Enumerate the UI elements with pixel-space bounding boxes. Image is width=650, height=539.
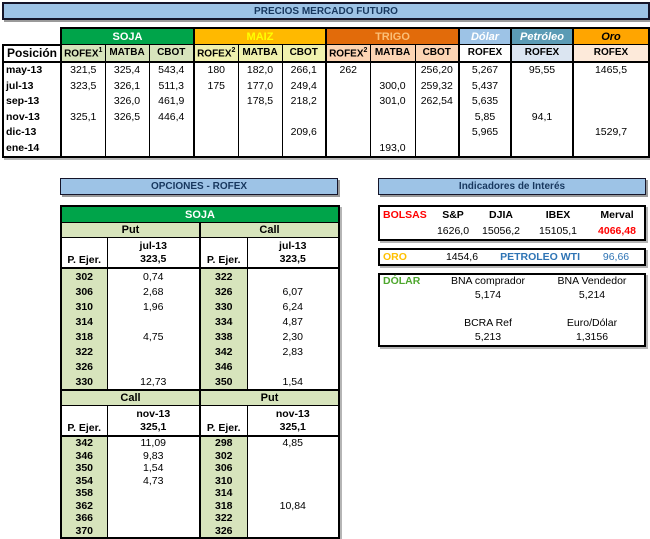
bolsas-header-ibex: IBEX (545, 209, 571, 221)
strike-cell[interactable]: 326 (62, 359, 107, 374)
premium-cell[interactable]: 6,24 (247, 299, 338, 314)
futures-cell[interactable] (415, 109, 459, 125)
option-month: nov-13 (136, 407, 171, 420)
futures-cell[interactable]: 1529,7 (573, 125, 649, 141)
spacer (380, 303, 436, 317)
options-commodity-header-row (62, 207, 338, 223)
futures-cell[interactable] (61, 94, 105, 110)
oro-value[interactable]: 1454,6 (445, 251, 479, 263)
futures-cell[interactable] (105, 125, 149, 141)
premium-cell[interactable]: 2,68 (107, 284, 200, 299)
futures-cell[interactable]: 95,55 (511, 62, 573, 79)
futures-row (3, 94, 649, 110)
futures-cell[interactable] (370, 125, 415, 141)
bcra-ref-value[interactable]: 5,213 (474, 331, 502, 343)
futures-cell[interactable]: 5,437 (459, 78, 511, 94)
row-label: may-13 (3, 62, 61, 79)
bolsas-value-djia[interactable]: 15056,2 (482, 225, 520, 237)
futures-cell[interactable] (573, 109, 649, 125)
premium-cell[interactable] (247, 525, 338, 538)
strike-cell[interactable]: 330 (200, 299, 247, 314)
bolsas-header-sp: S&P (442, 209, 464, 221)
subheader-maiz-cbot (282, 45, 326, 62)
strike-cell[interactable]: 342 (200, 344, 247, 359)
option-month: jul-13 (279, 239, 307, 252)
futures-cell[interactable]: 266,1 (282, 62, 326, 79)
premium-cell[interactable]: 4,87 (247, 314, 338, 329)
futures-cell[interactable] (238, 140, 282, 157)
futures-cell[interactable]: 300,0 (370, 78, 415, 94)
subheader-label: ROFEX (64, 47, 99, 59)
option-row (62, 344, 338, 359)
options-title: OPCIONES - ROFEX (150, 181, 248, 192)
bna-vendedor-value[interactable]: 5,214 (578, 289, 606, 301)
option-month: jul-13 (139, 239, 167, 252)
bolsas-header-merval: Merval (600, 209, 634, 221)
strike-cell[interactable]: 350 (200, 374, 247, 390)
indicators-title: Indicadores de Interés (458, 181, 566, 192)
row-label: ene-14 (3, 140, 61, 157)
futures-cell[interactable] (194, 125, 238, 141)
futures-cell[interactable]: 262,54 (415, 94, 459, 110)
spacer (380, 331, 436, 345)
premium-cell[interactable] (247, 450, 338, 463)
bolsas-value-merval[interactable]: 4066,48 (598, 225, 636, 237)
euro-dolar-label: Euro/Dólar (566, 317, 618, 329)
premium-cell[interactable] (107, 512, 200, 525)
premium-cell[interactable] (107, 344, 200, 359)
group-header-soja: SOJA (61, 28, 194, 45)
premium-cell[interactable]: 9,83 (107, 450, 200, 463)
strike-cell[interactable]: 326 (200, 525, 247, 538)
bna-comprador-value[interactable]: 5,174 (474, 289, 502, 301)
subheader-label: ROFEX (329, 47, 364, 59)
bna-vendedor-label: BNA Vendedor (557, 275, 627, 287)
premium-cell[interactable] (247, 475, 338, 488)
subheader-label: MATBA (109, 47, 145, 59)
futures-cell[interactable] (415, 125, 459, 141)
strike-cell[interactable]: 346 (200, 359, 247, 374)
spacer (380, 289, 436, 303)
futures-cell[interactable] (149, 140, 194, 157)
strike-cell[interactable]: 330 (62, 374, 107, 390)
futures-cell[interactable]: 259,32 (415, 78, 459, 94)
futures-cell[interactable]: 5,267 (459, 62, 511, 79)
futures-cell[interactable]: 182,0 (238, 62, 282, 79)
futures-row (3, 140, 649, 157)
footnote-marker: 2 (363, 46, 368, 54)
futures-cell[interactable] (194, 94, 238, 110)
option-row (62, 500, 338, 513)
futures-cell[interactable] (370, 109, 415, 125)
option-row (62, 329, 338, 344)
option-ref-price: 323,5 (279, 252, 306, 265)
strike-price-label: P. Ejer. (62, 238, 107, 269)
strike-cell[interactable]: 334 (200, 314, 247, 329)
futures-cell[interactable] (238, 125, 282, 141)
futures-cell[interactable] (573, 78, 649, 94)
premium-cell[interactable]: 12,73 (107, 374, 200, 390)
futures-cell[interactable]: 5,635 (459, 94, 511, 110)
strike-cell[interactable]: 310 (200, 475, 247, 488)
subheader-label: ROFEX (593, 47, 629, 59)
futures-cell[interactable] (459, 140, 511, 157)
premium-cell[interactable] (107, 359, 200, 374)
subheader-trigo-matba (370, 45, 415, 62)
option-month: nov-13 (275, 407, 310, 420)
option-strike-header-row (62, 238, 338, 269)
futures-row (3, 125, 649, 141)
premium-cell[interactable]: 4,73 (107, 475, 200, 488)
futures-cell[interactable] (61, 140, 105, 157)
premium-cell[interactable]: 2,30 (247, 329, 338, 344)
row-label: jul-13 (3, 78, 61, 94)
subheader-label: MATBA (242, 47, 278, 59)
main-title: PRECIOS MERCADO FUTURO (254, 5, 398, 17)
strike-cell[interactable]: 354 (62, 475, 107, 488)
wti-value[interactable]: 96,66 (602, 251, 630, 263)
strike-cell[interactable]: 322 (200, 512, 247, 525)
premium-cell[interactable]: 1,54 (107, 462, 200, 475)
euro-dolar-value[interactable]: 1,3156 (575, 331, 609, 343)
subheader-label: CBOT (422, 47, 451, 59)
strike-cell[interactable]: 358 (62, 487, 107, 500)
spacer (436, 303, 540, 317)
futures-cell[interactable]: 511,3 (149, 78, 194, 94)
options-table (62, 207, 338, 537)
option-row (62, 487, 338, 500)
footnote-marker: 1 (98, 46, 103, 54)
subheader-trigo-rofex (326, 45, 370, 62)
futures-cell[interactable]: 94,1 (511, 109, 573, 125)
futures-cell[interactable] (282, 140, 326, 157)
strike-price-label: P. Ejer. (62, 406, 107, 437)
subheader-label: ROFEX (467, 47, 503, 59)
option-row (62, 359, 338, 374)
futures-cell[interactable]: 193,0 (370, 140, 415, 157)
subheader-maiz-matba (238, 45, 282, 62)
futures-cell[interactable] (326, 94, 370, 110)
bolsas-box (378, 205, 646, 241)
futures-cell[interactable]: 177,0 (238, 78, 282, 94)
futures-cell[interactable] (511, 125, 573, 141)
oro-box (378, 248, 646, 266)
futures-cell[interactable]: 249,4 (282, 78, 326, 94)
futures-cell[interactable]: 325,4 (105, 62, 149, 79)
futures-cell[interactable] (326, 109, 370, 125)
group-header-oro: Oro (573, 28, 649, 45)
strike-cell[interactable]: 326 (200, 284, 247, 299)
premium-cell[interactable]: 1,54 (247, 374, 338, 390)
futures-subheader-row (3, 45, 649, 62)
premium-cell[interactable]: 1,96 (107, 299, 200, 314)
option-type-right: Call (200, 223, 338, 238)
strike-cell[interactable]: 342 (62, 436, 107, 450)
option-row (62, 450, 338, 463)
group-header-maiz: MAIZ (194, 28, 326, 45)
subheader-oro-rofex (573, 45, 649, 62)
subheader-dólar-rofex (459, 45, 511, 62)
futures-cell[interactable] (511, 78, 573, 94)
strike-cell[interactable]: 318 (62, 329, 107, 344)
strike-cell[interactable]: 338 (200, 329, 247, 344)
futures-cell[interactable]: 262 (326, 62, 370, 79)
option-row (62, 299, 338, 314)
premium-cell[interactable] (247, 359, 338, 374)
premium-cell[interactable] (107, 500, 200, 513)
options-title-bar (60, 178, 338, 195)
option-type-left: Put (62, 223, 200, 238)
spacer (540, 303, 644, 317)
option-row (62, 525, 338, 538)
row-label: sep-13 (3, 94, 61, 110)
premium-cell[interactable]: 6,07 (247, 284, 338, 299)
oro-label: ORO (383, 251, 407, 263)
option-type-right: Put (200, 390, 338, 406)
strike-cell[interactable]: 346 (62, 450, 107, 463)
option-ref-price: 325,1 (279, 420, 306, 433)
subheader-label: CBOT (289, 47, 318, 59)
premium-cell[interactable] (107, 525, 200, 538)
futures-cell[interactable]: 326,0 (105, 94, 149, 110)
futures-row (3, 62, 649, 79)
futures-row (3, 109, 649, 125)
indicators-title-bar (378, 178, 646, 195)
bcra-ref-label: BCRA Ref (464, 317, 512, 329)
wti-label: PETROLEO WTI (500, 251, 580, 263)
main-title-bar (2, 2, 650, 20)
futures-cell[interactable]: 326,1 (105, 78, 149, 94)
option-row (62, 512, 338, 525)
futures-cell[interactable] (511, 94, 573, 110)
option-type-row (62, 223, 338, 238)
strike-price-label: P. Ejer. (200, 406, 247, 437)
futures-cell[interactable] (194, 140, 238, 157)
futures-cell[interactable] (326, 78, 370, 94)
options-commodity-header: SOJA (62, 207, 338, 223)
bolsas-value-ibex[interactable]: 15105,1 (539, 225, 577, 237)
futures-cell[interactable]: 5,85 (459, 109, 511, 125)
futures-cell[interactable]: 301,0 (370, 94, 415, 110)
subheader-soja-rofex (61, 45, 105, 62)
futures-cell[interactable] (282, 109, 326, 125)
option-row (62, 268, 338, 284)
futures-cell[interactable]: 178,5 (238, 94, 282, 110)
subheader-label: ROFEX (524, 47, 560, 59)
futures-cell[interactable] (149, 125, 194, 141)
strike-cell[interactable]: 322 (62, 344, 107, 359)
premium-cell[interactable] (247, 462, 338, 475)
premium-cell[interactable]: 4,85 (247, 436, 338, 450)
futures-cell[interactable]: 180 (194, 62, 238, 79)
futures-cell[interactable] (194, 109, 238, 125)
row-label: nov-13 (3, 109, 61, 125)
futures-cell[interactable] (238, 109, 282, 125)
subheader-petróleo-rofex (511, 45, 573, 62)
premium-cell[interactable] (247, 487, 338, 500)
option-strike-header-row (62, 406, 338, 437)
premium-cell[interactable] (107, 487, 200, 500)
subheader-soja-matba (105, 45, 149, 62)
subheader-label: CBOT (157, 47, 186, 59)
option-ref-price: 325,1 (140, 420, 167, 433)
options-table-wrap (60, 205, 340, 539)
row-label: dic-13 (3, 125, 61, 141)
option-month-ref (247, 406, 338, 437)
strike-price-label: P. Ejer. (200, 238, 247, 269)
premium-cell[interactable] (247, 512, 338, 525)
option-month-ref (107, 238, 200, 269)
group-header-trigo: TRIGO (326, 28, 459, 45)
futures-cell[interactable]: 325,1 (61, 109, 105, 125)
futures-cell[interactable]: 218,2 (282, 94, 326, 110)
futures-cell[interactable] (326, 140, 370, 157)
option-month-ref (247, 238, 338, 269)
futures-cell[interactable]: 209,6 (282, 125, 326, 141)
corner-blank-cell (3, 28, 61, 45)
strike-cell[interactable]: 350 (62, 462, 107, 475)
futures-cell[interactable] (370, 62, 415, 79)
strike-cell[interactable]: 318 (200, 500, 247, 513)
futures-table (2, 27, 650, 158)
option-row (62, 462, 338, 475)
strike-cell[interactable]: 306 (62, 284, 107, 299)
futures-cell[interactable]: 175 (194, 78, 238, 94)
futures-cell[interactable] (105, 140, 149, 157)
option-ref-price: 323,5 (140, 252, 167, 265)
futures-cell[interactable]: 326,5 (105, 109, 149, 125)
option-row (62, 475, 338, 488)
dolar-box (378, 273, 646, 347)
option-row (62, 436, 338, 450)
futures-cell[interactable] (61, 125, 105, 141)
bolsas-label: BOLSAS (383, 209, 427, 221)
strike-cell[interactable]: 314 (200, 487, 247, 500)
futures-cell[interactable]: 321,5 (61, 62, 105, 79)
futures-row (3, 78, 649, 94)
futures-cell[interactable] (415, 140, 459, 157)
bna-comprador-label: BNA comprador (450, 275, 526, 287)
bolsas-value-sp[interactable]: 1626,0 (436, 225, 470, 237)
subheader-maiz-rofex (194, 45, 238, 62)
premium-cell[interactable] (247, 268, 338, 284)
futures-cell[interactable]: 1465,5 (573, 62, 649, 79)
position-header: Posición (3, 45, 61, 62)
option-row (62, 374, 338, 390)
group-header-dólar: Dólar (459, 28, 511, 45)
strike-cell[interactable]: 362 (62, 500, 107, 513)
option-row (62, 284, 338, 299)
futures-cell[interactable] (326, 125, 370, 141)
futures-group-header-row (3, 28, 649, 45)
subheader-soja-cbot (149, 45, 194, 62)
strike-cell[interactable]: 314 (62, 314, 107, 329)
premium-cell[interactable]: 0,74 (107, 268, 200, 284)
futures-cell[interactable]: 543,4 (149, 62, 194, 79)
futures-cell[interactable] (511, 140, 573, 157)
strike-cell[interactable]: 298 (200, 436, 247, 450)
option-type-left: Call (62, 390, 200, 406)
strike-cell[interactable]: 310 (62, 299, 107, 314)
subheader-label: MATBA (374, 47, 411, 59)
futures-cell[interactable] (573, 140, 649, 157)
subheader-trigo-cbot (415, 45, 459, 62)
strike-cell[interactable]: 370 (62, 525, 107, 538)
bolsas-header-djia: DJIA (489, 209, 513, 221)
footnote-marker: 2 (231, 46, 236, 54)
futures-cell[interactable]: 256,20 (415, 62, 459, 79)
subheader-label: ROFEX (197, 47, 232, 59)
dolar-label: DÓLAR (383, 275, 421, 287)
premium-cell[interactable] (107, 314, 200, 329)
premium-cell[interactable]: 11,09 (107, 436, 200, 450)
premium-cell[interactable]: 4,75 (107, 329, 200, 344)
strike-cell[interactable]: 302 (200, 450, 247, 463)
premium-cell[interactable]: 2,83 (247, 344, 338, 359)
futures-cell[interactable] (573, 94, 649, 110)
group-header-petróleo: Petróleo (511, 28, 573, 45)
strike-cell[interactable]: 302 (62, 268, 107, 284)
strike-cell[interactable]: 306 (200, 462, 247, 475)
option-type-row (62, 390, 338, 406)
futures-cell[interactable]: 461,9 (149, 94, 194, 110)
futures-cell[interactable]: 5,965 (459, 125, 511, 141)
option-month-ref (107, 406, 200, 437)
option-row (62, 314, 338, 329)
futures-cell[interactable]: 323,5 (61, 78, 105, 94)
strike-cell[interactable]: 322 (200, 268, 247, 284)
strike-cell[interactable]: 366 (62, 512, 107, 525)
spacer (380, 317, 436, 331)
futures-cell[interactable]: 446,4 (149, 109, 194, 125)
premium-cell[interactable]: 10,84 (247, 500, 338, 513)
